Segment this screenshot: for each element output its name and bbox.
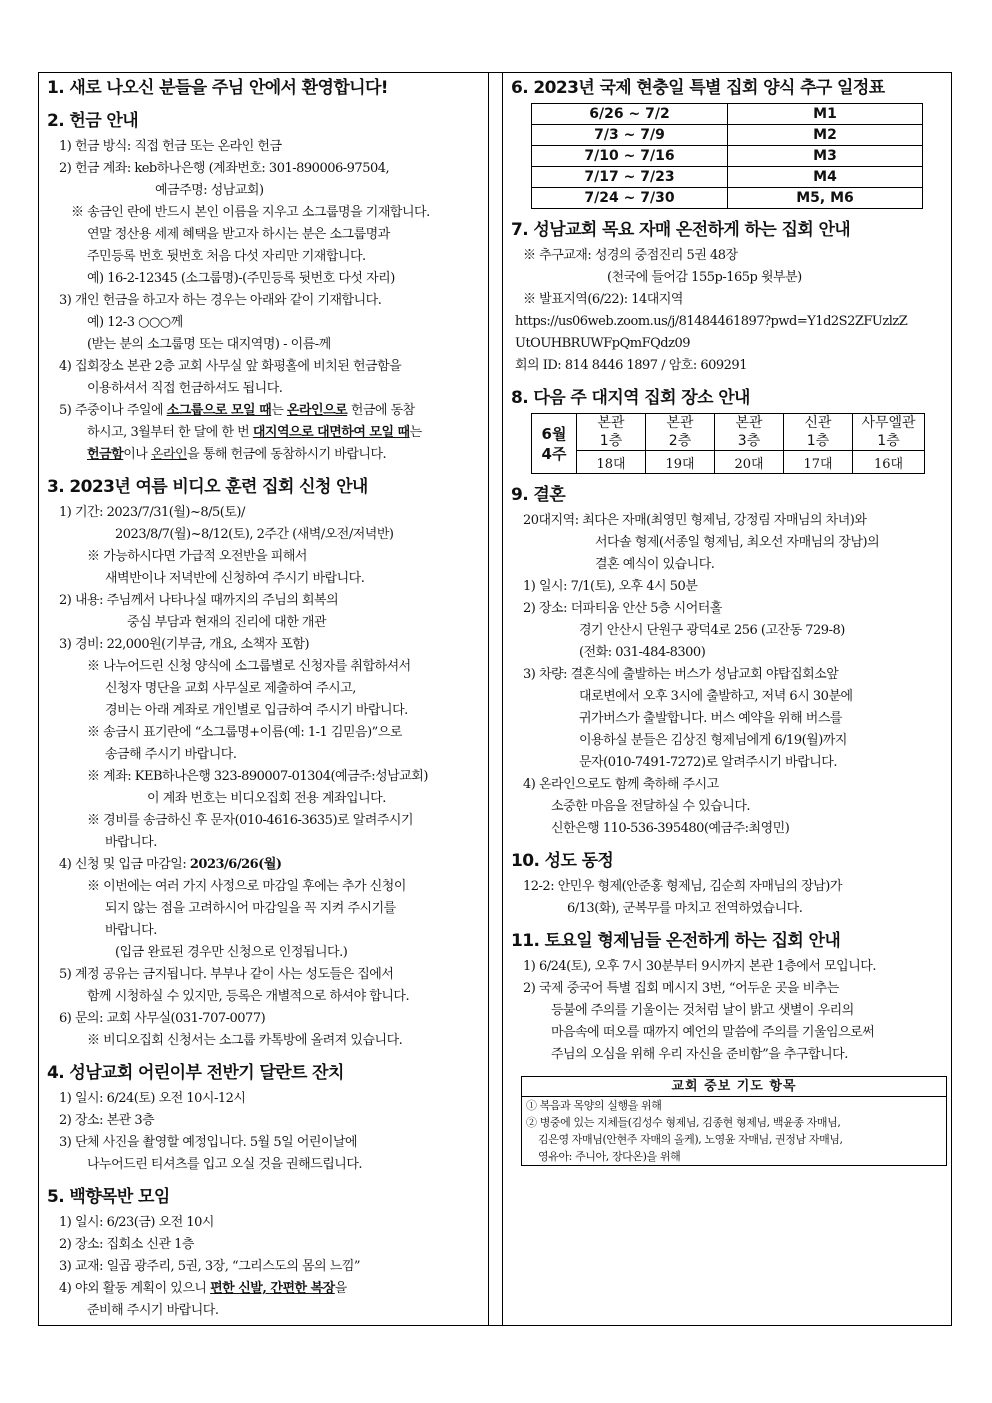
table-cell xyxy=(853,414,925,451)
text-line: 5) 계정 공유는 금지됩니다. 부부나 같이 사는 성도들은 집에서 xyxy=(59,967,394,982)
text-line: 준비해 주시기 바랍니다. xyxy=(87,1303,219,1318)
table-cell: 17대 xyxy=(784,451,853,474)
text-span: 는 xyxy=(271,403,287,418)
text-line: 신한은행 110-536-395480(예금주:최영민) xyxy=(551,821,790,836)
section-member-news xyxy=(511,850,945,920)
text-line xyxy=(47,422,481,444)
section-next-week-locations xyxy=(511,387,945,474)
text-line: 연말 정산용 세제 혜택을 받고자 하시는 분은 소그룹명과 xyxy=(87,227,390,242)
table-cell: 7/17 ~ 7/23 xyxy=(532,167,728,188)
section-title: 9. 결혼 xyxy=(511,485,566,505)
text-line: 1) 헌금 방식: 직접 헌금 또는 온라인 헌금 xyxy=(59,139,282,154)
text-span: 4) 야외 활동 계획이 있으니 xyxy=(59,1281,211,1296)
right-column xyxy=(503,73,953,1325)
text-span: 1층 xyxy=(599,433,623,449)
text-line: 바랍니다. xyxy=(105,923,157,938)
text-line: 송금해 주시기 바랍니다. xyxy=(105,747,237,762)
text-line: ※ 나누어드린 신청 양식에 소그룹별로 신청자를 취합하셔서 xyxy=(87,659,411,674)
zoom-link[interactable]: https://us06web.zoom.us/j/81484461897?pwd=Y1d2S2ZFUzlzZ xyxy=(515,314,908,329)
text-line: ※ 이번에는 여러 가지 사정으로 마감일 후에는 추가 신청이 xyxy=(87,879,406,894)
table-cell: 7/24 ~ 7/30 xyxy=(532,188,728,209)
text-line: 결혼 예식이 있습니다. xyxy=(595,557,715,572)
text-line: 주님의 오심을 위해 우리 자신을 준비함”을 추구합니다. xyxy=(551,1047,848,1062)
section-welcome xyxy=(47,77,481,100)
text-span: 을 xyxy=(334,1281,347,1296)
section-wedding xyxy=(511,484,945,840)
text-span: 신관 xyxy=(804,415,832,431)
text-line: 서다솔 형제(서종일 형제님, 최오선 자매님의 장남)의 xyxy=(595,535,880,550)
section-title: 2. 헌금 안내 xyxy=(47,111,139,131)
schedule-table xyxy=(531,103,923,209)
table-cell: M3 xyxy=(728,146,923,167)
table-cell xyxy=(784,414,853,451)
table-row xyxy=(532,414,925,451)
section-video-training xyxy=(47,476,481,1052)
table-row xyxy=(532,104,923,125)
prayer-item: ① 복음과 목양의 실행을 위해 xyxy=(526,1099,662,1112)
section-memorial-schedule xyxy=(511,77,945,209)
text-span: 온라인 xyxy=(150,447,188,462)
text-line: 2) 장소: 집회소 신관 1층 xyxy=(59,1237,194,1252)
text-line: 1) 6/24(토), 오후 7시 30분부터 9시까지 본관 1층에서 모입니다. xyxy=(523,959,876,974)
text-line: ※ 경비를 송금하신 후 문자(010-4616-3635)로 알려주시기 xyxy=(87,813,413,828)
text-span: 이나 xyxy=(123,447,151,462)
text-line: (천국에 들어감 155p-165p 윗부분) xyxy=(607,270,802,285)
text-line: 되지 않는 점을 고려하시어 마감일을 꼭 지켜 주시기를 xyxy=(105,901,396,916)
text-span: 1층 xyxy=(806,433,830,449)
text-span: 소그룹으로 모일 때 xyxy=(166,403,272,418)
text-line: 바랍니다. xyxy=(105,835,157,850)
section-title: 5. 백향목반 모임 xyxy=(47,1187,170,1207)
text-line: 중심 부담과 현재의 진리에 대한 개관 xyxy=(127,615,327,630)
text-span: 본관 xyxy=(735,415,763,431)
text-line xyxy=(47,444,481,466)
section-offering xyxy=(47,110,481,466)
text-line: 회의 ID: 814 8446 1897 / 암호: 609291 xyxy=(515,358,747,373)
prayer-box xyxy=(521,1076,947,1166)
text-line: 3) 차량: 결혼식에 출발하는 버스가 성남교회 야탑집회소앞 xyxy=(523,667,839,682)
text-line: 경비는 아래 계좌로 개인별로 입금하여 주시기 바랍니다. xyxy=(105,703,408,718)
text-line: ※ 송금인 란에 반드시 본인 이름을 지우고 소그룹명을 기재합니다. xyxy=(71,205,430,220)
table-row xyxy=(532,125,923,146)
section-title: 10. 성도 동정 xyxy=(511,851,614,871)
section-cedar-class xyxy=(47,1186,481,1322)
text-line xyxy=(47,1278,481,1300)
table-row xyxy=(532,451,925,474)
section-children-talent xyxy=(47,1062,481,1176)
prayer-title: 교회 중보 기도 항목 xyxy=(522,1077,946,1097)
table-cell xyxy=(715,414,784,451)
table-cell: 20대 xyxy=(715,451,784,474)
text-span: 하시고, 3월부터 한 달에 한 번 xyxy=(87,425,253,440)
text-line: 대로변에서 오후 3시에 출발하고, 저녁 6시 30분에 xyxy=(579,689,853,704)
text-line xyxy=(47,400,481,422)
text-line: ※ 계좌: KEB하나은행 323-890007-01304(예금주:성남교회) xyxy=(87,769,428,784)
section-title: 6. 2023년 국제 현충일 특별 집회 양식 추구 일정표 xyxy=(511,78,885,98)
text-line: 소중한 마음을 전달하실 수 있습니다. xyxy=(551,799,751,814)
text-line: 1) 기간: 2023/7/31(월)~8/5(토)/ xyxy=(59,505,245,520)
text-span: 헌금함 xyxy=(87,447,124,462)
deadline-date: 2023/6/26(월) xyxy=(189,857,282,872)
text-line: 3) 단체 사진을 촬영할 예정입니다. 5월 5일 어린이날에 xyxy=(59,1135,358,1150)
prayer-item: 영유아: 주니아, 장다온)을 위해 xyxy=(538,1150,681,1163)
text-line: 12-2: 안민우 형제(안준홍 형제님, 김순희 자매님의 장남)가 xyxy=(523,879,842,894)
text-span: 는 xyxy=(409,425,422,440)
text-span: 을 통해 헌금에 동참하시기 바랍니다. xyxy=(187,447,387,462)
text-span: 본관 xyxy=(597,415,625,431)
week-cell xyxy=(532,414,577,474)
text-line: (입금 완료된 경우만 신청으로 인정됩니다.) xyxy=(115,945,348,960)
section-title: 8. 다음 주 대지역 집회 장소 안내 xyxy=(511,388,750,408)
table-cell: 18대 xyxy=(577,451,646,474)
table-cell: M1 xyxy=(728,104,923,125)
text-line: 새벽반이나 저녁반에 신청하여 주시기 바랍니다. xyxy=(105,571,365,586)
bulletin-frame xyxy=(38,72,952,1326)
prayer-item: 김은영 자매님(안현주 자매의 올케), 노영윤 자매님, 권정남 자매님, xyxy=(538,1133,843,1146)
text-span: 4주 xyxy=(541,444,567,463)
text-span: 5) 주중이나 주일에 xyxy=(59,403,167,418)
text-line: 문자(010-7491-7272)로 알려주시기 바랍니다. xyxy=(579,755,838,770)
text-line: 2) 장소: 본관 3층 xyxy=(59,1113,155,1128)
table-cell xyxy=(577,414,646,451)
text-line: 나누어드린 티셔츠를 입고 오실 것을 권해드립니다. xyxy=(87,1157,363,1172)
text-line: 예) 12-3 ○○○께 xyxy=(87,315,183,330)
section-title: 7. 성남교회 목요 자매 온전하게 하는 집회 안내 xyxy=(511,220,851,240)
text-line: ※ 가능하시다면 가급적 오전반을 피해서 xyxy=(87,549,307,564)
text-span: 대지역으로 대면하여 모일 때 xyxy=(252,425,410,440)
text-line: 마음속에 떠오를 때까지 예언의 말씀에 주의를 기울임으로써 xyxy=(551,1025,875,1040)
table-cell: M5, M6 xyxy=(728,188,923,209)
text-line: 귀가버스가 출발합니다. 버스 예약을 위해 버스를 xyxy=(579,711,842,726)
section-title: 3. 2023년 여름 비디오 훈련 집회 신청 안내 xyxy=(47,477,368,497)
text-line: 등불에 주의를 기울이는 것처럼 날이 밝고 샛별이 우리의 xyxy=(551,1003,854,1018)
text-line: 1) 일시: 6/23(금) 오전 10시 xyxy=(59,1215,214,1230)
text-line: 4) 온라인으로도 함께 축하해 주시고 xyxy=(523,777,719,792)
text-span: 3층 xyxy=(737,433,761,449)
text-line: 6) 문의: 교회 사무실(031-707-0077) xyxy=(59,1011,266,1026)
text-line: 주민등록 번호 뒷번호 처음 다섯 자리만 기재합니다. xyxy=(87,249,366,264)
text-line: 이용하실 분들은 김상진 형제님에게 6/19(월)까지 xyxy=(579,733,847,748)
text-line: 1) 일시: 7/1(토), 오후 4시 50분 xyxy=(523,579,698,594)
text-line: ※ 추구교재: 성경의 중점진리 5권 48장 xyxy=(523,248,738,263)
text-line: ※ 발표지역(6/22): 14대지역 xyxy=(523,292,683,307)
text-line: 4) 집회장소 본관 2층 교회 사무실 앞 화평홀에 비치된 헌금함을 xyxy=(59,359,402,374)
text-line: 3) 개인 헌금을 하고자 하는 경우는 아래와 같이 기재합니다. xyxy=(59,293,382,308)
text-line: 3) 교재: 일곱 광주리, 5권, 3장, “그리스도의 몸의 느낌” xyxy=(59,1259,361,1274)
table-cell: M4 xyxy=(728,167,923,188)
text-line: 예금주명: 성남교회) xyxy=(155,183,264,198)
text-line: 2) 헌금 계좌: keb하나은행 (계좌번호: 301-890006-97504, xyxy=(59,161,390,176)
text-line: 2) 국제 중국어 특별 집회 메시지 3번, “어두운 곳을 비추는 xyxy=(523,981,839,996)
table-cell: 16대 xyxy=(853,451,925,474)
table-cell: 6/26 ~ 7/2 xyxy=(532,104,728,125)
section-title: 1. 새로 나오신 분들을 주님 안에서 환영합니다! xyxy=(47,78,388,98)
text-line: 신청자 명단을 교회 사무실로 제출하여 주시고, xyxy=(105,681,356,696)
text-line: 함께 시청하실 수 있지만, 등록은 개별적으로 하셔야 합니다. xyxy=(87,989,410,1004)
text-line: ※ 송금시 표기란에 “소그룹명+이름(예: 1-1 김믿음)”으로 xyxy=(87,725,402,740)
text-line: 이 계좌 번호는 비디오집회 전용 계좌입니다. xyxy=(147,791,386,806)
text-line: 20대지역: 최다은 자매(최영민 형제님, 강정림 자매님의 차녀)와 xyxy=(523,513,867,528)
text-line: (받는 분의 소그룹명 또는 대지역명) - 이름-께 xyxy=(87,337,331,352)
text-span: 편한 신발, 간편한 복장 xyxy=(210,1281,335,1296)
table-cell: 7/10 ~ 7/16 xyxy=(532,146,728,167)
table-cell xyxy=(646,414,715,451)
table-row xyxy=(532,146,923,167)
text-span: 사무엘관 xyxy=(861,415,916,431)
left-column xyxy=(39,73,489,1325)
table-cell: 19대 xyxy=(646,451,715,474)
text-span: 2층 xyxy=(668,433,692,449)
table-cell: M2 xyxy=(728,125,923,146)
text-line: 2) 내용: 주님께서 나타나실 때까지의 주님의 회복의 xyxy=(59,593,339,608)
prayer-item: ② 병중에 있는 지체들(김성수 형제님, 김종현 형제님, 백윤종 자매님, xyxy=(526,1116,841,1129)
table-row xyxy=(532,167,923,188)
text-line: 이용하셔서 직접 헌금하셔도 됩니다. xyxy=(87,381,283,396)
text-line xyxy=(47,854,481,876)
text-line: 3) 경비: 22,000원(기부금, 개요, 소책자 포함) xyxy=(59,637,310,652)
text-line: 2023/8/7(월)~8/12(토), 2주간 (새벽/오전/저녁반) xyxy=(115,527,394,542)
text-span: 6월 xyxy=(541,424,567,443)
text-line: (전화: 031-484-8300) xyxy=(579,645,706,660)
text-span: 1층 xyxy=(877,433,900,449)
section-title: 4. 성남교회 어린이부 전반기 달란트 잔치 xyxy=(47,1063,344,1083)
text-line: 2) 장소: 더파티움 안산 5층 시어터홀 xyxy=(523,601,722,616)
section-saturday-brothers xyxy=(511,930,945,1066)
section-title: 11. 토요일 형제님들 온전하게 하는 집회 안내 xyxy=(511,931,841,951)
text-line: 1) 일시: 6/24(토) 오전 10시-12시 xyxy=(59,1091,246,1106)
text-span: 헌금에 동참 xyxy=(347,403,415,418)
table-cell: 7/3 ~ 7/9 xyxy=(532,125,728,146)
zoom-link[interactable]: UtOUHBRUWFpQmFQdz09 xyxy=(515,336,691,351)
location-table xyxy=(531,413,925,474)
text-span: 4) 신청 및 입금 마감일: xyxy=(59,857,190,872)
text-line: 예) 16-2-12345 (소그룹명)-(주민등록 뒷번호 다섯 자리) xyxy=(87,271,395,286)
text-span: 본관 xyxy=(666,415,694,431)
text-line: 6/13(화), 군복무를 마치고 전역하였습니다. xyxy=(567,901,803,916)
text-span: 온라인으로 xyxy=(286,403,348,418)
table-row xyxy=(532,188,923,209)
text-line: 경기 안산시 단원구 광덕4로 256 (고잔동 729-8) xyxy=(579,623,845,638)
section-thursday-sisters xyxy=(511,219,945,377)
text-line: ※ 비디오집회 신청서는 소그룹 카톡방에 올려져 있습니다. xyxy=(87,1033,403,1048)
